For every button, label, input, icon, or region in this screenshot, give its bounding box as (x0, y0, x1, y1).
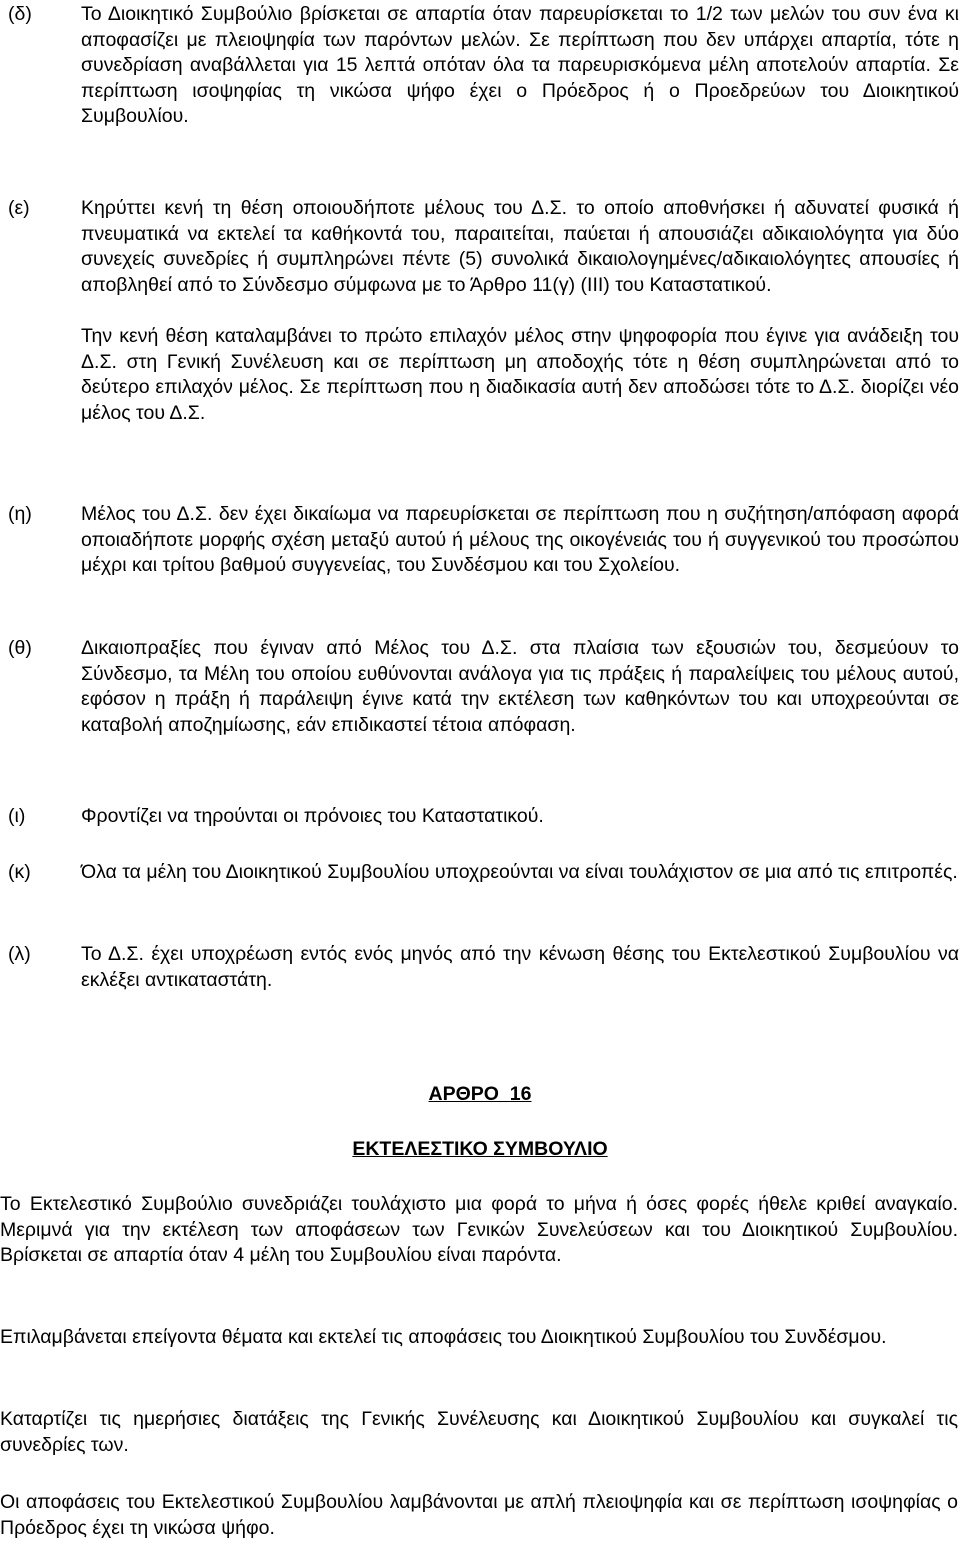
clause-paragraph: Κηρύττει κενή τη θέση οποιουδήποτε μέλους του Δ.Σ. το οποίο αποθνήσκει ή αδυνατεί φυσικά ή πνευματικά να εκτελεί τα καθήκοντά του, παραιτείται, παύεται ή απουσιάζει αδικαιολόγητα για δύο συνεχείς συνεδρίες ή συμπληρώνει πέντε (5) συνολικά δικαιολογημένες/αδικαιολόγητες απουσίες ή αποβληθεί από το Σύνδεσμο σύμφωνα με το Άρθρο 11(γ) (ΙΙΙ) του Καταστατικού. (81, 197, 959, 296)
clause-paragraph: Φροντίζει να τηρούνται οι πρόνοιες του Καταστατικού. (81, 805, 544, 827)
clause-marker: (θ) (8, 637, 32, 659)
clause-marker: (ι) (8, 805, 26, 827)
clause-marker: (δ) (8, 3, 32, 25)
article-number: ΑΡΘΡΟ 16 (428, 1083, 532, 1105)
clause-marker: (ε) (8, 197, 30, 219)
clause-marker: (η) (8, 503, 32, 525)
clause-marker: (κ) (8, 861, 31, 883)
article-paragraph: Επιλαμβάνεται επείγοντα θέματα και εκτελεί τις αποφάσεις του Διοικητικού Συμβουλίου του Συνδέσμου. (0, 1326, 887, 1348)
clause-paragraph: Δικαιοπραξίες που έγιναν από Μέλος του Δ.Σ. στα πλαίσια των εξουσιών του, δεσμεύουν το Σύνδεσμο, τα Μέλη του οποίου ευθύνονται ανάλογα για τις πράξεις ή παραλείψεις του μέλους αυτού, εφόσον η πράξη ή παράλειψη έγινε κατά την εκτέλεση των καθηκόντων του και υποχρεούνται σε καταβολή αποζημίωσης, εάν επιδικαστεί τέτοια απόφαση. (81, 637, 959, 736)
article-paragraph: Το Εκτελεστικό Συμβούλιο συνεδριάζει τουλάχιστο μια φορά το μήνα ή όσες φορές ήθελε κριθεί αναγκαίο. Μεριμνά για την εκτέλεση των αποφάσεων των Γενικών Συνελεύσεων και του Διοικητικού Συμβουλίου. Βρίσκεται σε απαρτία όταν 4 μέλη του Συμβουλίου είναι παρόντα. (0, 1193, 958, 1267)
clause-marker: (λ) (8, 943, 31, 965)
article-title: ΕΚΤΕΛΕΣΤΙΚΟ ΣΥΜΒΟΥΛΙΟ (352, 1138, 608, 1160)
article-paragraph: Οι αποφάσεις του Εκτελεστικού Συμβουλίου λαμβάνονται με απλή πλειοψηφία και σε περίπτωση ισοψηφίας ο Πρόεδρος έχει τη νικώσα ψήφο. (0, 1491, 958, 1539)
clause-paragraph: Το Δ.Σ. έχει υποχρέωση εντός ενός μηνός από την κένωση θέσης του Εκτελεστικού Συμβουλίου να εκλέξει αντικαταστάτη. (81, 943, 959, 991)
clause-paragraph: Όλα τα μέλη του Διοικητικού Συμβουλίου υποχρεούνται να είναι τουλάχιστον σε μια από τις επιτροπές. (81, 861, 958, 883)
article-paragraph: Καταρτίζει τις ημερήσιες διατάξεις της Γενικής Συνέλευσης και Διοικητικού Συμβουλίου και συγκαλεί τις συνεδρίες των. (0, 1408, 958, 1456)
clause-paragraph: Την κενή θέση καταλαμβάνει το πρώτο επιλαχόν μέλος στην ψηφοφορία που έγινε για ανάδειξη του Δ.Σ. στη Γενική Συνέλευση και σε περίπτωση μη αποδοχής τότε η θέση συμπληρώνεται από το δεύτερο επιλαχόν μέλος. Σε περίπτωση που η διαδικασία αυτή δεν αποδώσει τότε το Δ.Σ. διορίζει νέο μέλος του Δ.Σ. (81, 324, 959, 424)
clause-paragraph: Μέλος του Δ.Σ. δεν έχει δικαίωμα να παρευρίσκεται σε περίπτωση που η συζήτηση/απόφαση αφορά οποιαδήποτε μορφής σχέση μεταξύ αυτού ή μέλους της οικογένειάς του ή συγγενικού του προσώπου μέχρι και τρίτου βαθμού συγγενείας, του Συνδέσμου και του Σχολείου. (81, 503, 959, 577)
clause-paragraph: Το Διοικητικό Συμβούλιο βρίσκεται σε απαρτία όταν παρευρίσκεται το 1/2 των μελών του συν ένα κι αποφασίζει με πλειοψηφία των παρόντων μελών. Σε περίπτωση που δεν υπάρχει απαρτία, τότε η συνεδρίαση αναβάλλεται για 15 λεπτά οπόταν όλα τα παρευρισκόμενα μέλη αποτελούν απαρτία. Σε περίπτωση ισοψηφίας τη νικώσα ψήφο έχει ο Πρόεδρος ή ο Προεδρεύων του Διοικητικού Συμβουλίου. (81, 3, 959, 128)
